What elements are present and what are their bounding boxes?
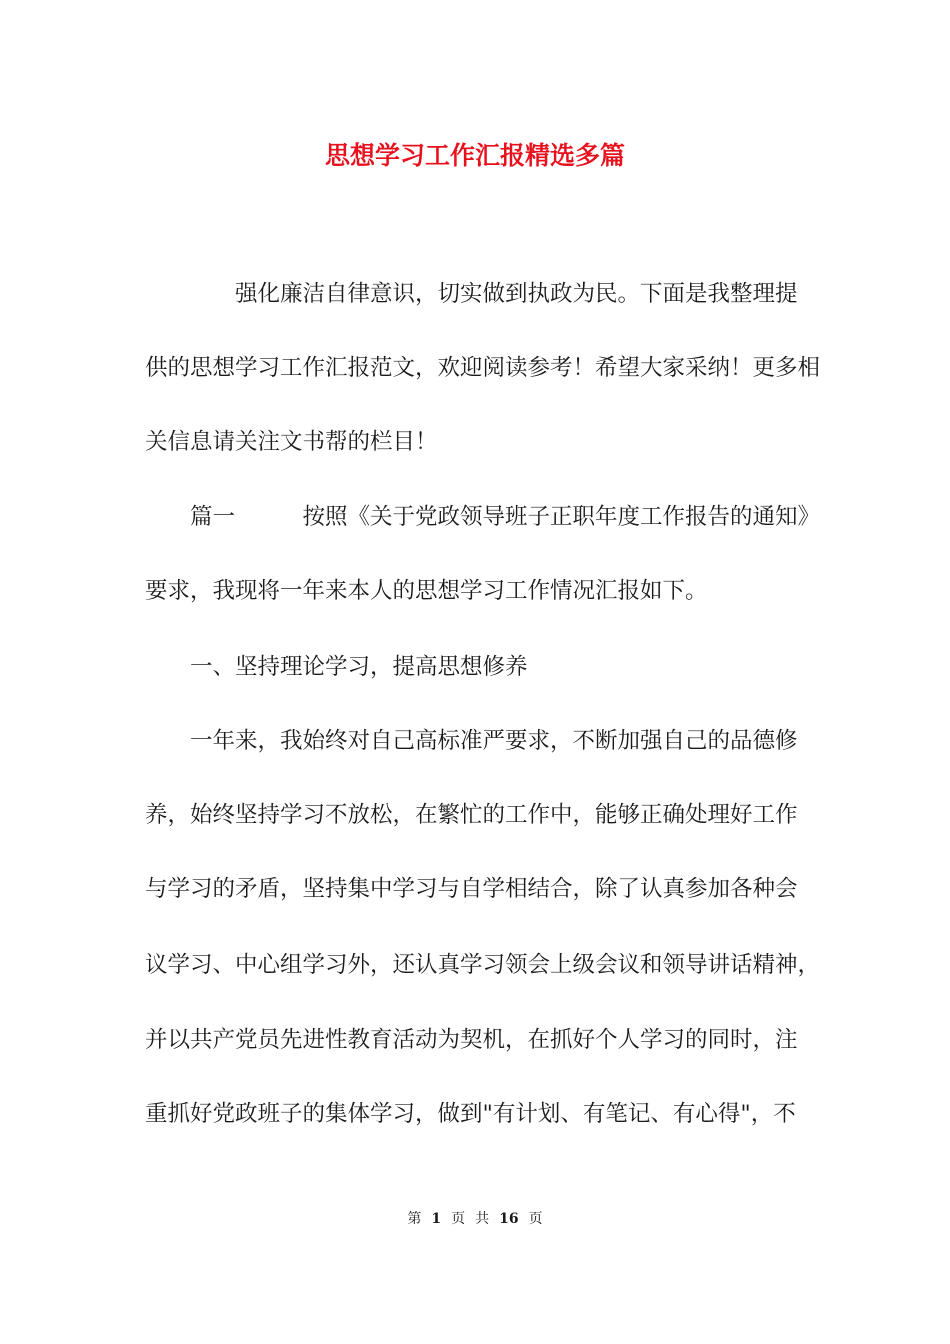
- total-pages-number: 16: [499, 1211, 519, 1227]
- body-line: 一年来，我始终对自己高标准严要求，不断加强自己的品德修: [145, 728, 798, 754]
- total-label-suffix: 页: [528, 1211, 543, 1227]
- page-label-mid: 页: [451, 1211, 466, 1227]
- body-line: 供的思想学习工作汇报范文，欢迎阅读参考！希望大家采纳！更多相: [145, 355, 821, 381]
- body-line: 要求，我现将一年来本人的思想学习工作情况汇报如下。: [145, 578, 708, 604]
- document-title: 思想学习工作汇报精选多篇: [324, 141, 625, 170]
- body-line: 一、坚持理论学习，提高思想修养: [145, 654, 528, 680]
- total-label-prefix: 共: [475, 1211, 490, 1227]
- current-page-number: 1: [431, 1211, 442, 1227]
- page-label-prefix: 第: [407, 1211, 422, 1227]
- body-line: 重抓好党政班子的集体学习，做到"有计划、有笔记、有心得"，不: [145, 1101, 796, 1127]
- body-line: 强化廉洁自律意识，切实做到执政为民。下面是我整理提: [145, 281, 798, 307]
- body-line: 与学习的矛盾，坚持集中学习与自学相结合，除了认真参加各种会: [145, 876, 798, 902]
- body-line: 议学习、中心组学习外，还认真学习领会上级会议和领导讲话精神，: [145, 952, 821, 978]
- body-line: 养，始终坚持学习不放松，在繁忙的工作中，能够正确处理好工作: [145, 802, 798, 828]
- body-line: 关信息请关注文书帮的栏目！: [145, 429, 438, 455]
- body-line: 并以共产党员先进性教育活动为契机，在抓好个人学习的同时，注: [145, 1027, 798, 1053]
- body-line: 篇一 按照《关于党政领导班子正职年度工作报告的通知》: [145, 504, 821, 530]
- page-footer: [0, 1208, 950, 1228]
